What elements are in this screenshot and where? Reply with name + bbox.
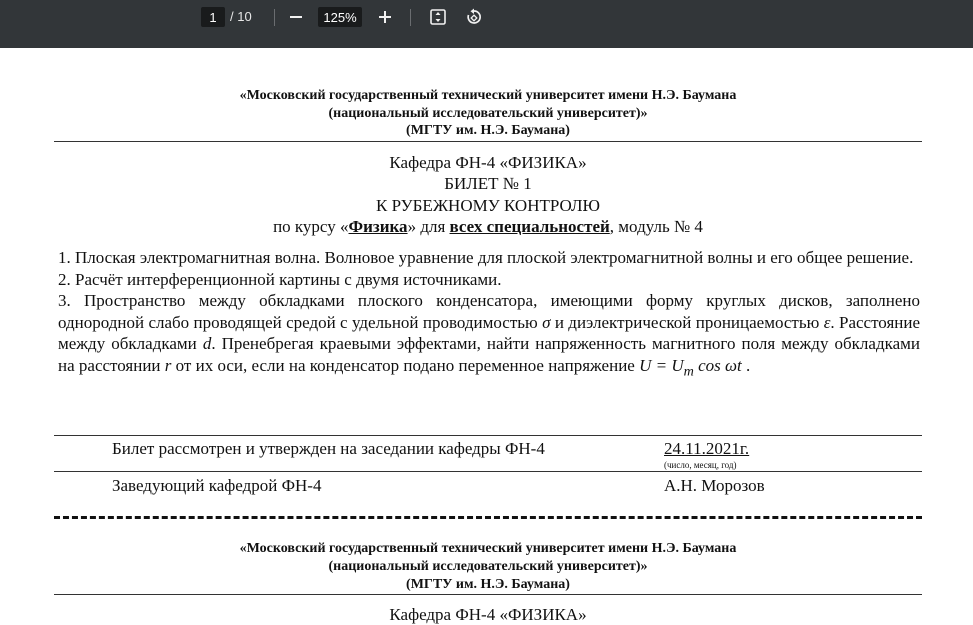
questions	[58, 247, 920, 383]
q3-text-2: и диэлектрической проницаемостью	[554, 312, 820, 332]
pdf-toolbar	[0, 0, 973, 48]
course-name: Физика	[348, 217, 408, 236]
r-symbol: r	[164, 355, 172, 375]
q3-text-1: 3. Пространство между обкладками плоского конденсатора, имеющими форму круглых дисков, заполнено однородной слабо проводящей средой с удельной проводимостью	[58, 291, 920, 332]
course-mid: » для	[407, 217, 450, 236]
university-subtitle: (национальный исследовательский университет)»	[328, 106, 648, 121]
page-number-input[interactable]: 1	[201, 7, 225, 27]
header-divider-2	[54, 594, 922, 595]
q3-end: .	[741, 355, 751, 375]
plus-icon	[378, 10, 392, 24]
course-prefix: по курсу «	[273, 217, 349, 236]
fit-page-icon	[429, 8, 447, 26]
cut-line	[54, 516, 922, 519]
zoom-input[interactable]: 125%	[318, 7, 362, 27]
formula-tail: cos ωt	[693, 355, 742, 375]
page-total: / 10	[230, 9, 252, 24]
ticket-number: БИЛЕТ № 1	[444, 174, 532, 193]
course-line	[54, 216, 922, 237]
university-abbr-2: (МГТУ им. Н.Э. Баумана)	[406, 577, 570, 592]
head-label: Заведующий кафедрой ФН-4	[112, 476, 322, 495]
course-spec: всех специальностей	[449, 217, 610, 236]
approval-bottom-line	[54, 471, 922, 472]
q3-text-3: . Расстояние между обкладками	[58, 312, 921, 354]
department-title: Кафедра ФН-4 «ФИЗИКА»	[389, 153, 587, 172]
q3-text-5: от их оси, если на конденсатор подано переменное напряжение	[175, 355, 635, 375]
toolbar-divider	[274, 9, 275, 26]
d-symbol: d	[202, 334, 212, 354]
formula-main: U = U	[639, 355, 684, 375]
pdf-page	[0, 48, 973, 624]
voltage-formula	[639, 355, 742, 380]
head-name: А.Н. Морозов	[664, 476, 765, 495]
university-subtitle-2: (национальный исследовательский университет)»	[328, 559, 648, 574]
approval-date: 24.11.2021г.	[664, 439, 750, 458]
sigma-symbol: σ	[542, 312, 551, 332]
minus-icon	[289, 10, 303, 24]
question-3	[58, 290, 920, 383]
university-name: «Московский государственный технический университет имени Н.Э. Баумана	[239, 88, 737, 103]
course-suffix: , модуль № 4	[609, 217, 703, 236]
q3-text-4: . Пренебрегая краевыми эффектами, найти напряженность магнитного поля между обкладками на расстоянии	[58, 334, 920, 375]
rotate-button[interactable]	[463, 6, 485, 28]
approval-text: Билет рассмотрен и утвержден на заседании кафедры ФН-4	[112, 439, 545, 458]
question-1: 1. Плоская электромагнитная волна. Волновое уравнение для плоской электромагнитной волны и его общее решение.	[58, 248, 914, 267]
department-title-2: Кафедра ФН-4 «ФИЗИКА»	[389, 605, 587, 624]
date-hint: (число, месяц, год)	[664, 460, 737, 470]
university-abbr: (МГТУ им. Н.Э. Баумана)	[406, 123, 570, 138]
toolbar-divider	[410, 9, 411, 26]
fit-page-button[interactable]	[427, 6, 449, 28]
question-2: 2. Расчёт интерференционной картины с двумя источниками.	[58, 269, 502, 289]
zoom-in-button[interactable]	[374, 6, 396, 28]
formula-sub: m	[683, 363, 694, 380]
approval-top-line	[54, 435, 922, 436]
rotate-icon	[465, 8, 483, 26]
epsilon-symbol: ε	[823, 312, 831, 332]
header-divider	[54, 141, 922, 142]
control-title: К РУБЕЖНОМУ КОНТРОЛЮ	[376, 196, 600, 215]
zoom-out-button[interactable]	[285, 6, 307, 28]
university-name-2: «Московский государственный технический университет имени Н.Э. Баумана	[239, 541, 737, 556]
